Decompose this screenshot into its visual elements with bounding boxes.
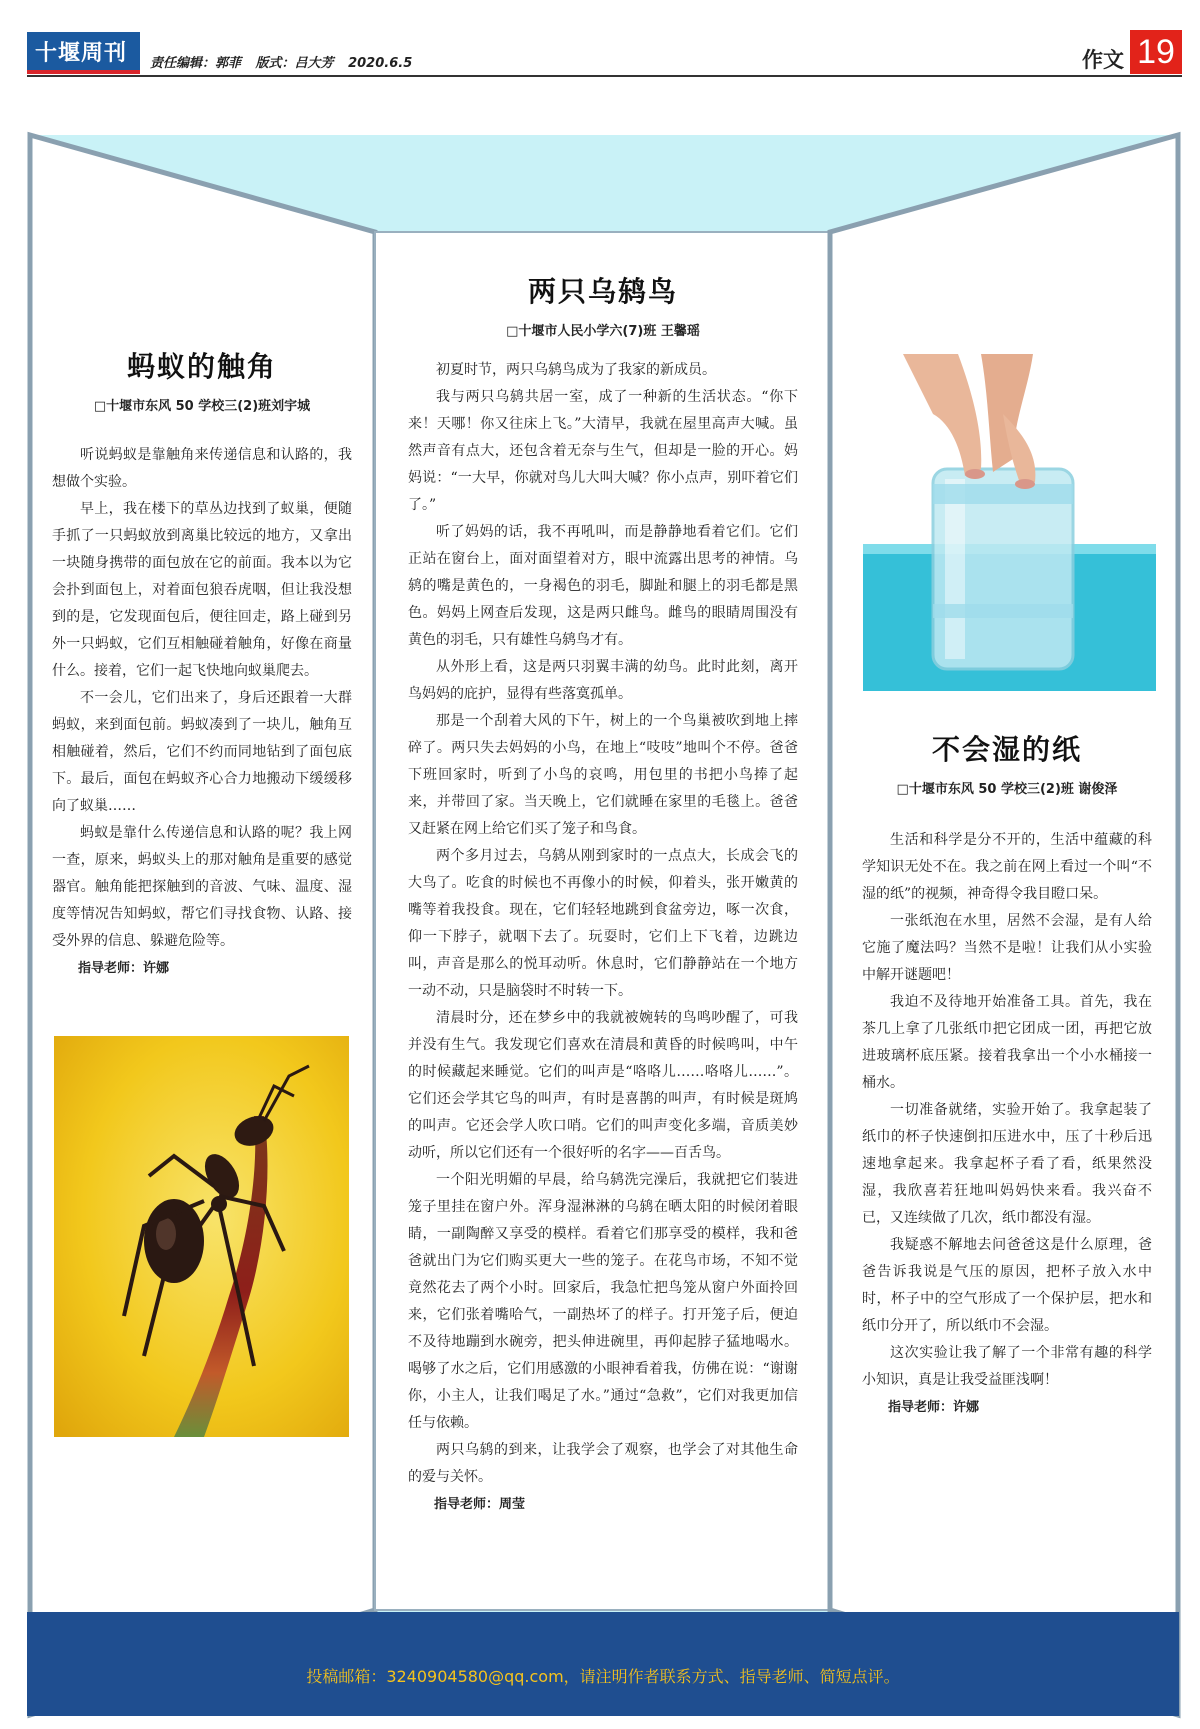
article-title: 蚂蚁的触角 bbox=[126, 350, 277, 383]
paragraph: 生活和科学是分不开的，生活中蕴藏的科学知识无处不在。我之前在网上看过一个叫“不湿的纸”的视频，神奇得令我目瞪口呆。 bbox=[862, 832, 1152, 902]
teacher-credit: 指导老师：许娜 bbox=[888, 1400, 980, 1415]
paragraph: 初夏时节，两只乌鸫鸟成为了我家的新成员。 bbox=[436, 362, 716, 378]
article-body bbox=[862, 827, 1152, 1394]
paragraph: 我迫不及待地开始准备工具。首先，我在茶几上拿了几张纸巾把它团成一团，再把它放进玻璃杯底压紧。接着我拿出一个小水桶接一桶水。 bbox=[862, 994, 1152, 1091]
section-name: 作文 bbox=[1082, 48, 1124, 72]
paragraph: 清晨时分，还在梦乡中的我就被婉转的鸟鸣吵醒了，可我并没有生气。我发现它们喜欢在清晨和黄昏的时候鸣叫，中午的时候藏起来睡觉。它们的叫声是“咯咯儿……咯咯儿……”。它们还会学其它鸟的叫声，有时是喜鹊的叫声，有时候是斑鸠的叫声。它还会学人吹口哨。它们的叫声变化多端，音质美妙动听，所以它们还有一个很好听的名字——百舌鸟。 bbox=[408, 1010, 798, 1161]
paragraph: 蚂蚁是靠什么传递信息和认路的呢？我上网一查，原来，蚂蚁头上的那对触角是重要的感觉器官。触角能把探触到的音波、气味、温度、湿度等情况告知蚂蚁，帮它们寻找食物、认路、接受外界的信息、躲避危险等。 bbox=[52, 825, 352, 949]
masthead-title: 十堰周刊 bbox=[35, 41, 128, 66]
article-byline: □十堰市东风 50 学校三(2)班 谢俊泽 bbox=[896, 782, 1118, 797]
paragraph: 一张纸泡在水里，居然不会湿，是有人给它施了魔法吗？当然不是啦！让我们从小实验中解开谜题吧！ bbox=[862, 913, 1152, 983]
paragraph: 听了妈妈的话，我不再吼叫，而是静静地看着它们。它们正站在窗台上，面对面望着对方，眼中流露出思考的神情。乌鸫的嘴是黄色的，一身褐色的羽毛，脚趾和腿上的羽毛都是黑色。妈妈上网查后发现，这是两只雌鸟。雌鸟的眼睛周围没有黄色的羽毛，只有雄性乌鸫鸟才有。 bbox=[408, 524, 798, 648]
article-body bbox=[52, 442, 352, 955]
article-title: 不会湿的纸 bbox=[931, 733, 1082, 766]
layout-credit: 版式：吕大芳 bbox=[255, 56, 334, 71]
issue-date: 2020.6.5 bbox=[348, 56, 413, 71]
article-byline: □十堰市东风 50 学校三(2)班刘宇城 bbox=[93, 399, 311, 414]
article-dry-paper bbox=[862, 728, 1152, 1415]
paragraph: 那是一个刮着大风的下午，树上的一个鸟巢被吹到地上摔碎了。两只失去妈妈的小鸟，在地上“吱吱”地叫个不停。爸爸下班回家时，听到了小鸟的哀鸣，用包里的书把小鸟捧了起来，并带回了家。当天晚上，它们就睡在家里的毛毯上。爸爸又赶紧在网上给它们买了笼子和鸟食。 bbox=[408, 713, 798, 837]
paragraph: 两只乌鸫的到来，让我学会了观察，也学会了对其他生命的爱与关怀。 bbox=[408, 1442, 798, 1485]
paragraph: 从外形上看，这是两只羽翼丰满的幼鸟。此时此刻，离开鸟妈妈的庇护，显得有些落寞孤单。 bbox=[408, 659, 798, 702]
ant-photo bbox=[54, 1036, 349, 1437]
paragraph: 不一会儿，它们出来了，身后还跟着一大群蚂蚁，来到面包前。蚂蚁凑到了一块儿，触角互相触碰着，然后，它们不约而同地钻到了面包底下。最后，面包在蚂蚁齐心合力地搬动下缓缓移向了蚁巢…… bbox=[52, 690, 352, 814]
paragraph: 我与两只乌鸫共居一室，成了一种新的生活状态。“你下来！天哪！你又往床上飞。”大清早，我就在屋里高声大喊。虽然声音有点大，还包含着无奈与生气，但却是一脸的开心。妈妈说：“一大早，你就对鸟儿大叫大喊？你小点声，别吓着它们了。” bbox=[408, 389, 798, 513]
article-title: 两只乌鸫鸟 bbox=[527, 275, 678, 308]
paragraph: 这次实验让我了解了一个非常有趣的科学小知识，真是让我受益匪浅啊！ bbox=[862, 1345, 1152, 1388]
paragraph: 我疑惑不解地去问爸爸这是什么原理，爸爸告诉我说是气压的原因，把杯子放入水中时，杯子中的空气形成了一个保护层，把水和纸巾分开了，所以纸巾不会湿。 bbox=[862, 1237, 1152, 1334]
footer-band bbox=[27, 1612, 1179, 1716]
paragraph: 两个多月过去，乌鸫从刚到家时的一点点大，长成会飞的大鸟了。吃食的时候也不再像小的时候，仰着头，张开嫩黄的嘴等着我投食。现在，它们轻轻地跳到食盆旁边，啄一次食，仰一下脖子，就咽下去了。玩耍时，它们上下飞着，边跳边叫，声音是那么的悦耳动听。休息时，它们静静站在一个地方一动不动，只是脑袋时不时转一下。 bbox=[408, 848, 798, 999]
page-number: 19 bbox=[1130, 30, 1182, 74]
paragraph: 一切准备就绪，实验开始了。我拿起装了纸巾的杯子快速倒扣压进水中，压了十秒后迅速地拿起来。我拿起杯子看了看，纸果然没湿，我欣喜若狂地叫妈妈快来看。我兴奋不已，又连续做了几次，纸巾都没有湿。 bbox=[862, 1102, 1152, 1226]
editor-credit: 责任编辑：郭菲 bbox=[150, 56, 242, 71]
teacher-credit: 指导老师：周莹 bbox=[434, 1497, 526, 1512]
article-body bbox=[408, 357, 798, 1491]
glass-photo bbox=[863, 354, 1156, 691]
teacher-credit: 指导老师：许娜 bbox=[78, 961, 170, 976]
paragraph: 一个阳光明媚的早晨，给乌鸫洗完澡后，我就把它们装进笼子里挂在窗户外。浑身湿淋淋的乌鸫在晒太阳的时候闭着眼睛，一副陶醉又享受的模样。看着它们那享受的模样，我和爸爸就出门为它们购买更大一些的笼子。在花鸟市场，不知不觉竟然花去了两个小时。回家后，我急忙把鸟笼从窗户外面拎回来，它们张着嘴哈气，一副热坏了的样子。打开笼子后，便迫不及待地蹦到水碗旁，把头伸进碗里，再仰起脖子猛地喝水。喝够了水之后，它们用感激的小眼神看着我，仿佛在说：“谢谢你，小主人，让我们喝足了水。”通过“急救”，它们对我更加信任与依赖。 bbox=[408, 1172, 798, 1431]
submission-email-notice: 投稿邮箱：3240904580@qq.com，请注明作者联系方式、指导老师、简短点评。 bbox=[306, 1667, 900, 1686]
article-byline: □十堰市人民小学六(7)班 王馨瑶 bbox=[506, 324, 700, 339]
paragraph: 听说蚂蚁是靠触角来传递信息和认路的，我想做个实验。 bbox=[52, 447, 352, 490]
article-blackbird bbox=[408, 270, 798, 1512]
article-ant bbox=[52, 345, 352, 976]
paragraph: 早上，我在楼下的草丛边找到了蚁巢，便随手抓了一只蚂蚁放到离巢比较远的地方，又拿出一块随身携带的面包放在它的前面。我本以为它会扑到面包上，对着面包狼吞虎咽，但让我没想到的是，它发现面包后，便往回走，路上碰到另外一只蚂蚁，它们互相触碰着触角，好像在商量什么。接着，它们一起飞快地向蚁巢爬去。 bbox=[52, 501, 352, 679]
